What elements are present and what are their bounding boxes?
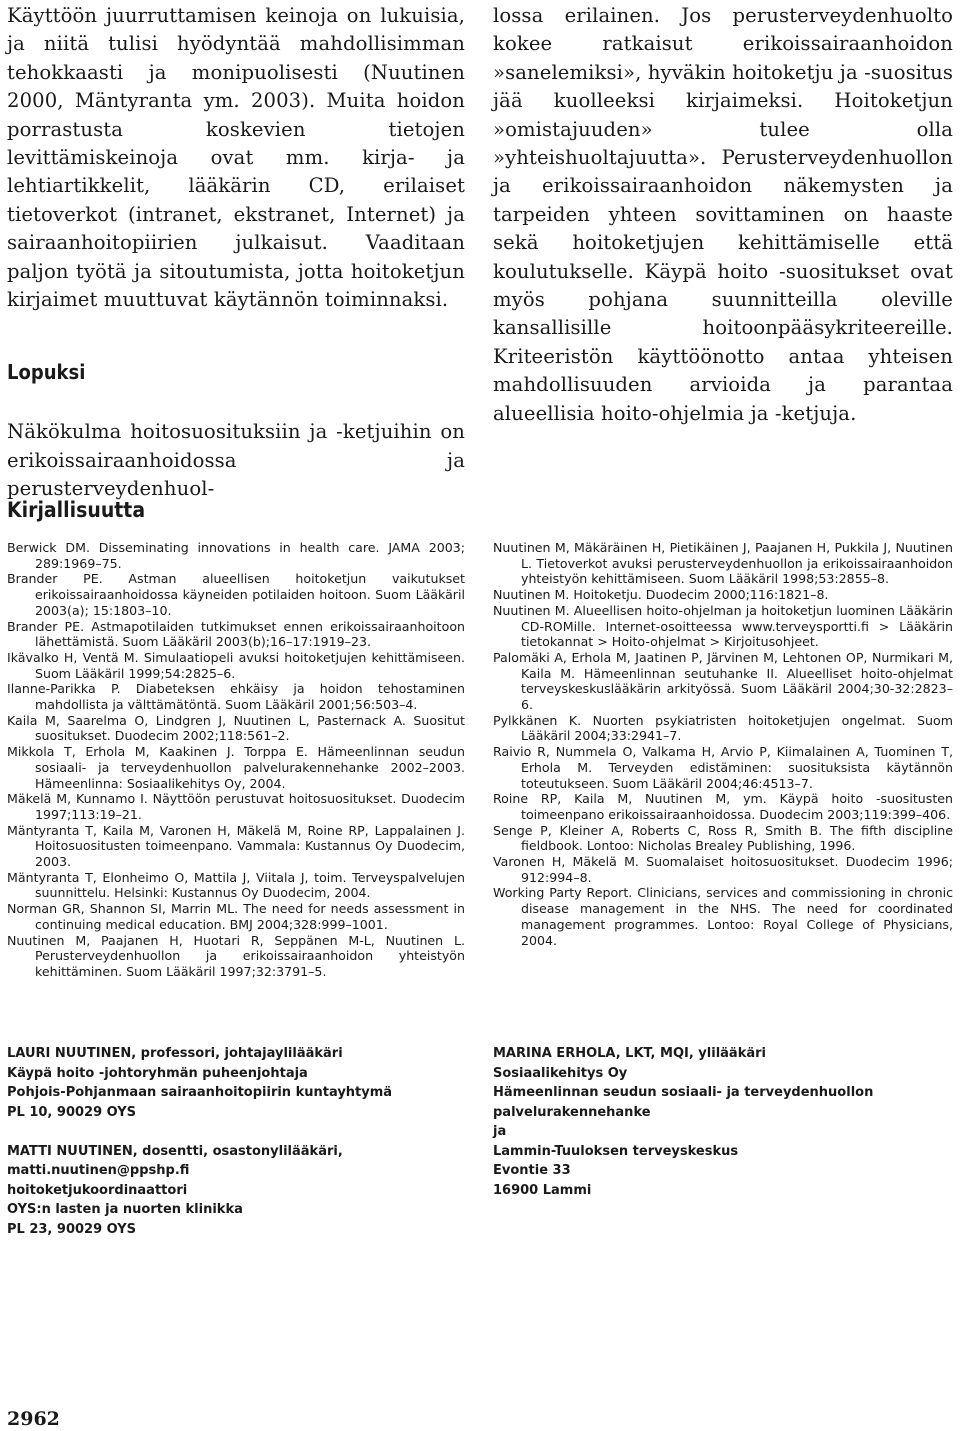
reference-item: Palomäki A, Erhola M, Jaatinen P, Järvinen M, Lehtonen OP, Nurmikari M, Kaila M. Hämeenlinnan seutuhanke II. Alueelliset hoito-ohjelmat terveyskeskuslääkärin arkityössä. Suom Lääkäril 2004;30-32:2823–6. [493,649,953,713]
author-line: Lammin-Tuuloksen terveyskeskus [493,1143,739,1159]
reference-item: Nuutinen M. Alueellisen hoito-ohjelman ja hoitoketjun luominen Lääkärin CD-ROMille. Internet-osoitteessa www.terveysportti.fi > Lääkärin tietokannat > Hoito-ohjelmat > Kirjoitusohjeet. [493,602,953,650]
references-heading: Kirjallisuutta [7,498,146,522]
author-line: LAURI NUUTINEN, professori, johtajaylilääkäri [7,1046,343,1061]
body-paragraph: lossa erilainen. Jos perusterveydenhuolto kokee ratkaisut erikoissairaanhoidon »sanelemiksi», hyväkin hoitoketju ja -suositus jää kuolleeksi kirjaimeksi. Hoitoketjun »omistajuuden» tulee olla »yhteishuoltajuutta». Perusterveydenhuollon ja erikoissairaanhoidon näkemysten ja tarpeiden yhteen sovittaminen on haaste sekä hoitoketjujen kehittämiselle että koulutukselle. Käypä hoito -suositukset ovat myös pohjana suunnitteilla oleville kansallisille hoitoonpääsykriteereille. Kriteeristön käyttöönotto antaa yhteisen mahdollisuuden arvioida ja parantaa alueellisia hoito-ohjelmia ja -ketjuja. [493,4,953,425]
reference-item: Berwick DM. Disseminating innovations in health care. JAMA 2003; 289:1969–75. [7,540,465,571]
reference-item: Mäntyranta T, Kaila M, Varonen H, Mäkelä M, Roine RP, Lappalainen J. Hoitosuositusten toimeenpano. Vammala: Kustannus Oy Duodecim, 2003. [7,822,465,870]
reference-item: Roine RP, Kaila M, Nuutinen M, ym. Käypä hoito -suositusten toimeenpano erikoissairaanhoidossa. Duodecim 2003;119:399–406. [493,791,953,822]
author-line: MATTI NUUTINEN, dosentti, osastonylilääkäri, [7,1143,343,1159]
reference-item: Brander PE. Astman alueellisen hoitoketjun vaikutukset erikoissairaanhoidossa käyneiden potilaiden hoitoon. Suom Lääkäril 2003(a); 15:1803–10. [7,571,465,618]
reference-item: Nuutinen M. Hoitoketju. Duodecim 2000;116:1821–8. [493,587,829,603]
references-list-left [7,540,465,980]
author-line: Sosiaalikehitys Oy [493,1065,628,1081]
reference-item: Nuutinen M, Paajanen H, Huotari R, Seppänen M-L, Nuutinen L. Perusterveydenhuollon ja erikoissairaanhoidon yhteistyön kehittäminen. Suom Lääkäril 1997;32:3791–5. [7,932,465,979]
page-number: 2962 [7,1408,60,1430]
section-heading-lopuksi: Lopuksi [7,360,86,385]
author-line: Hämeenlinnan seudun sosiaali- ja terveydenhuollon [493,1085,874,1100]
reference-item: Mikkola T, Erhola M, Kaakinen J. Torppa E. Hämeenlinnan seudun sosiaali- ja terveydenhuollon palvelurakennehanke 2002–2003. Hämeenlinna: Sosiaalikehitys Oy, 2004. [7,744,465,791]
author-block [7,1044,467,1122]
reference-item: Pylkkänen K. Nuorten psykiatristen hoitoketjujen ongelmat. Suom Lääkäril 2004;33:2941–7. [493,712,953,744]
author-line: OYS:n lasten ja nuorten klinikka [7,1202,243,1217]
reference-item: Ilanne-Parikka P. Diabeteksen ehkäisy ja hoidon tehostaminen mahdollista ja välttämätöntä. Suom Lääkäril 2001;56:503–4. [7,681,465,713]
reference-item: Norman GR, Shannon SI, Marrin ML. The need for needs assessment in continuing medical education. BMJ 2004;328:999–1001. [7,901,465,932]
reference-item: Varonen H, Mäkelä M. Suomalaiset hoitosuositukset. Duodecim 1996; 912:994–8. [493,854,953,885]
author-line: Käypä hoito -johtoryhmän puheenjohtaja [7,1065,308,1081]
author-block [7,1142,467,1240]
reference-item: Raivio R, Nummela O, Valkama H, Arvio P, Kiimalainen A, Tuominen T, Erhola M. Terveyden edistäminen: suosituksista käytännön toteutukseen. Suom Lääkäril 2004;46:4513–7. [493,744,953,791]
reference-item: Mäkelä M, Kunnamo I. Näyttöön perustuvat hoitosuositukset. Duodecim 1997;113:19–21. [7,791,465,822]
reference-item: Brander PE. Astmapotilaiden tutkimukset ennen erikoissairaanhoitoon lähettämistä. Suom Lääkäril 2003(b);16–17:1919–23. [7,618,465,650]
author-line: PL 23, 90029 OYS [7,1221,137,1237]
reference-item: Mäntyranta T, Elonheimo O, Mattila J, Viitala J, toim. Terveyspalvelujen suunnittelu. Helsinki: Kustannus Oy Duodecim, 2004. [7,869,465,901]
author-email[interactable]: matti.nuutinen@ppshp.fi [7,1163,190,1178]
body-paragraph: Käyttöön juurruttamisen keinoja on lukuisia, ja niitä tulisi hyödyntää mahdollisimman tehokkaasti ja monipuolisesti (Nuutinen 2000, Mäntyranta ym. 2003). Muita hoidon porrastusta koskevien tietojen levittämiskeinoja ovat mm. kirja- ja lehtiartikkelit, lääkärin CD, erilaiset tietoverkot (intranet, ekstranet, Internet) ja sairaanhoitopiirien julkaisut. Vaaditaan paljon työtä ja sitoutumista, jotta hoitoketjun kirjaimet muuttuvat käytännön toiminnaksi. [7,4,465,312]
author-line: 16900 Lammi [493,1182,592,1198]
body-paragraph: Näkökulma hoitosuosituksiin ja -ketjuihin on erikoissairaanhoidossa ja perusterveydenhuol- [7,420,465,501]
author-line: Pohjois-Pohjanmaan sairaanhoitopiirin kuntayhtymä [7,1085,393,1100]
author-block [493,1044,953,1200]
reference-item: Working Party Report. Clinicians, services and commissioning in chronic disease management in the NHS. The need for coordinated management programmes. Lontoo: Royal College of Physicians, 2004. [493,885,953,948]
reference-item: Senge P, Kleiner A, Roberts C, Ross R, Smith B. The fifth discipline fieldbook. Lontoo: Nicholas Brealey Publishing, 1996. [493,822,953,854]
reference-item: Kaila M, Saarelma O, Lindgren J, Nuutinen L, Pasternack A. Suositut suositukset. Duodecim 2002;118:561–2. [7,712,465,744]
body-column-left [7,2,465,504]
author-line: ja [493,1124,507,1139]
reference-item: Ikävalko H, Ventä M. Simulaatiopeli avuksi hoitoketjujen kehittämiseen. Suom Lääkäril 1999;54:2825–6. [7,649,465,681]
author-line: PL 10, 90029 OYS [7,1104,137,1120]
author-line: Evontie 33 [493,1163,571,1178]
author-info-right [493,1044,953,1220]
author-line: hoitoketjukoordinaattori [7,1182,188,1198]
references-list-right [493,540,953,948]
author-line: palvelurakennehanke [493,1104,651,1120]
author-line: MARINA ERHOLA, LKT, MQI, ylilääkäri [493,1046,766,1061]
body-column-right [493,2,953,428]
reference-item: Nuutinen M, Mäkäräinen H, Pietikäinen J, Paajanen H, Pukkila J, Nuutinen L. Tietoverkot avuksi perusterveydenhuollon ja erikoissairaanhoidon yhteistyön kehittämiseen. Suom Lääkäril 1998;53:2855–8. [493,540,953,587]
author-info-left [7,1044,467,1259]
